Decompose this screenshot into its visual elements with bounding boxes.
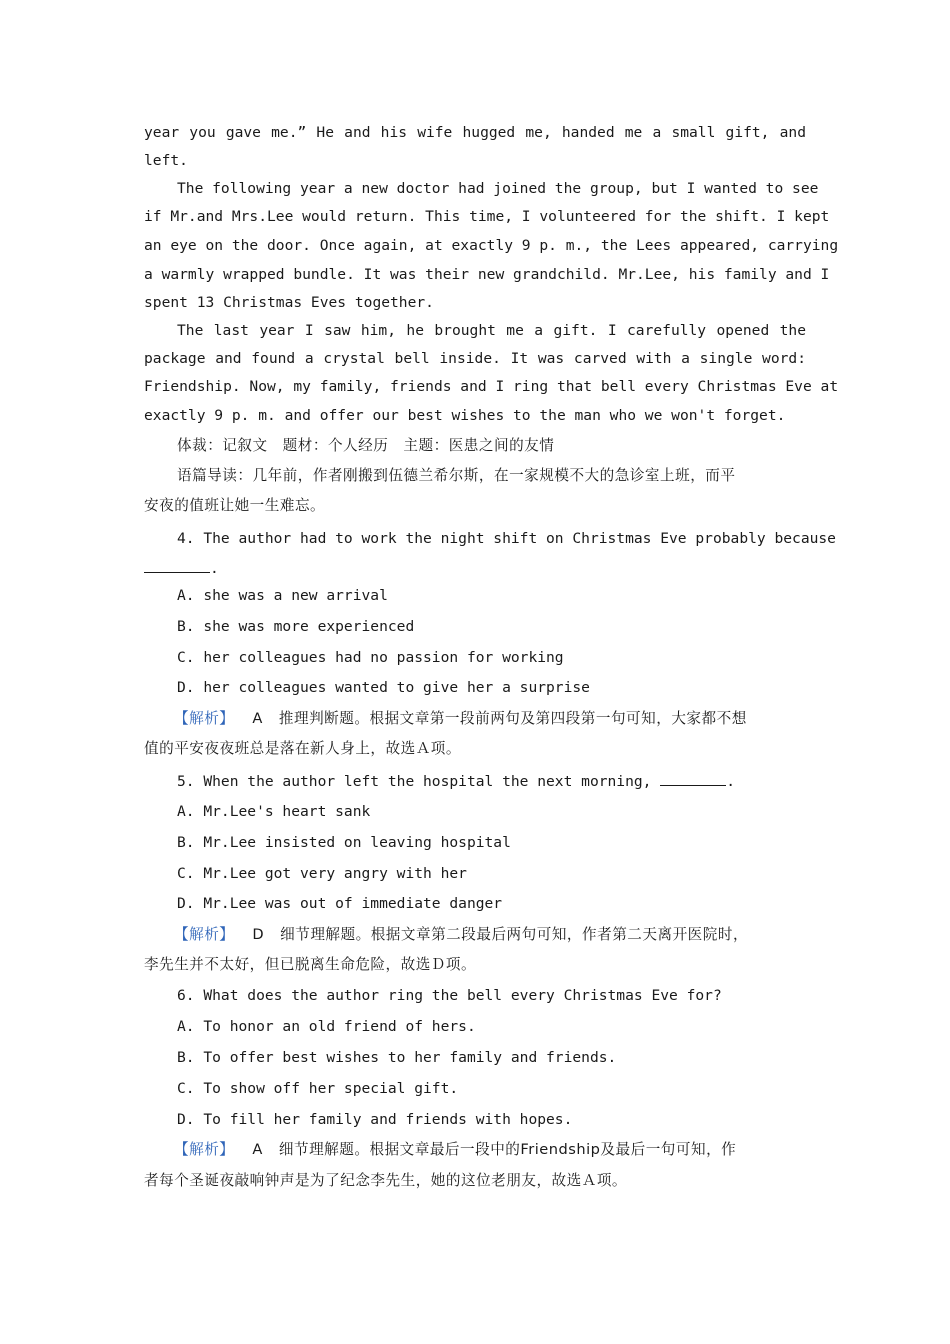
q5-answer: D xyxy=(252,926,265,943)
passage-line: left. xyxy=(144,152,188,169)
q4-explanation: 【解析】 A 推理判断题。根据文章第一段前两句及第四段第一句可知，大家都不想 xyxy=(174,710,747,727)
q6-option-a: A. To honor an old friend of hers. xyxy=(177,1018,476,1035)
genre-line: 体裁：记叙文 题材：个人经历 主题：医患之间的友情 xyxy=(177,437,555,454)
q5-explanation: 【解析】 D 细节理解题。根据文章第二段最后两句可知，作者第二天离开医院时， xyxy=(174,926,749,943)
q4-option-c: C. her colleagues had no passion for working xyxy=(177,649,564,666)
q6-explanation-cont: 者每个圣诞夜敲响钟声是为了纪念李先生，她的这位老朋友，故选Ａ项。 xyxy=(144,1172,628,1189)
question-4-stem: 4. The author had to work the night shift on Christmas Eve probably because xyxy=(177,530,836,547)
passage-line: Friendship. Now, my family, friends and I ring that bell every Christmas Eve at xyxy=(144,378,839,395)
q6-explanation: 【解析】 A 细节理解题。根据文章最后一段中的Friendship及最后一句可知，作 xyxy=(174,1141,737,1158)
passage-line: if Mr.and Mrs.Lee would return. This time, I volunteered for the shift. I kept xyxy=(144,208,830,225)
question-6-stem: 6. What does the author ring the bell every Christmas Eve for? xyxy=(177,987,722,1004)
q4-option-a: A. she was a new arrival xyxy=(177,587,388,604)
answer-blank xyxy=(144,558,210,573)
passage-line: The last year I saw him, he brought me a gift. I carefully opened the xyxy=(177,322,806,339)
passage-line: year you gave me.” He and his wife hugged me, handed me a small gift, and xyxy=(144,124,806,141)
q6-option-b: B. To offer best wishes to her family and friends. xyxy=(177,1049,617,1066)
reading-guide: 语篇导读：几年前，作者刚搬到伍德兰希尔斯，在一家规模不大的急诊室上班，而平 xyxy=(177,467,736,484)
passage-line: a warmly wrapped bundle. It was their new grandchild. Mr.Lee, his family and I xyxy=(144,266,830,283)
q4-explanation-cont: 值的平安夜夜班总是落在新人身上，故选Ａ项。 xyxy=(144,740,461,757)
answer-blank xyxy=(660,771,726,786)
passage-line: package and found a crystal bell inside. It was carved with a single word: xyxy=(144,350,806,367)
q5-option-d: D. Mr.Lee was out of immediate danger xyxy=(177,895,503,912)
passage-line: exactly 9 p. m. and offer our best wishes to the man who we won't forget. xyxy=(144,407,786,424)
q6-option-d: D. To fill her family and friends with hopes. xyxy=(177,1111,573,1128)
q4-answer: A xyxy=(252,710,263,727)
passage-line: an eye on the door. Once again, at exactly 9 p. m., the Lees appeared, carrying xyxy=(144,237,839,254)
passage-line: spent 13 Christmas Eves together. xyxy=(144,294,434,311)
passage-line: The following year a new doctor had joined the group, but I wanted to see xyxy=(177,180,819,197)
question-5-stem: 5. When the author left the hospital the next morning, . xyxy=(177,773,736,790)
question-4-period: . xyxy=(210,560,219,577)
q5-option-a: A. Mr.Lee's heart sank xyxy=(177,803,371,820)
analysis-tag: 【解析】 xyxy=(174,926,235,943)
analysis-tag: 【解析】 xyxy=(174,1141,235,1158)
q6-answer: A xyxy=(252,1141,263,1158)
q5-explanation-cont: 李先生并不太好，但已脱离生命危险，故选Ｄ项。 xyxy=(144,956,477,973)
q6-option-c: C. To show off her special gift. xyxy=(177,1080,459,1097)
q4-option-b: B. she was more experienced xyxy=(177,618,415,635)
q5-option-c: C. Mr.Lee got very angry with her xyxy=(177,865,467,882)
question-4-stem-end xyxy=(144,558,806,579)
q4-option-d: D. her colleagues wanted to give her a surprise xyxy=(177,679,590,696)
q5-option-b: B. Mr.Lee insisted on leaving hospital xyxy=(177,834,511,851)
reading-guide: 安夜的值班让她一生难忘。 xyxy=(144,497,326,514)
analysis-tag: 【解析】 xyxy=(174,710,235,727)
